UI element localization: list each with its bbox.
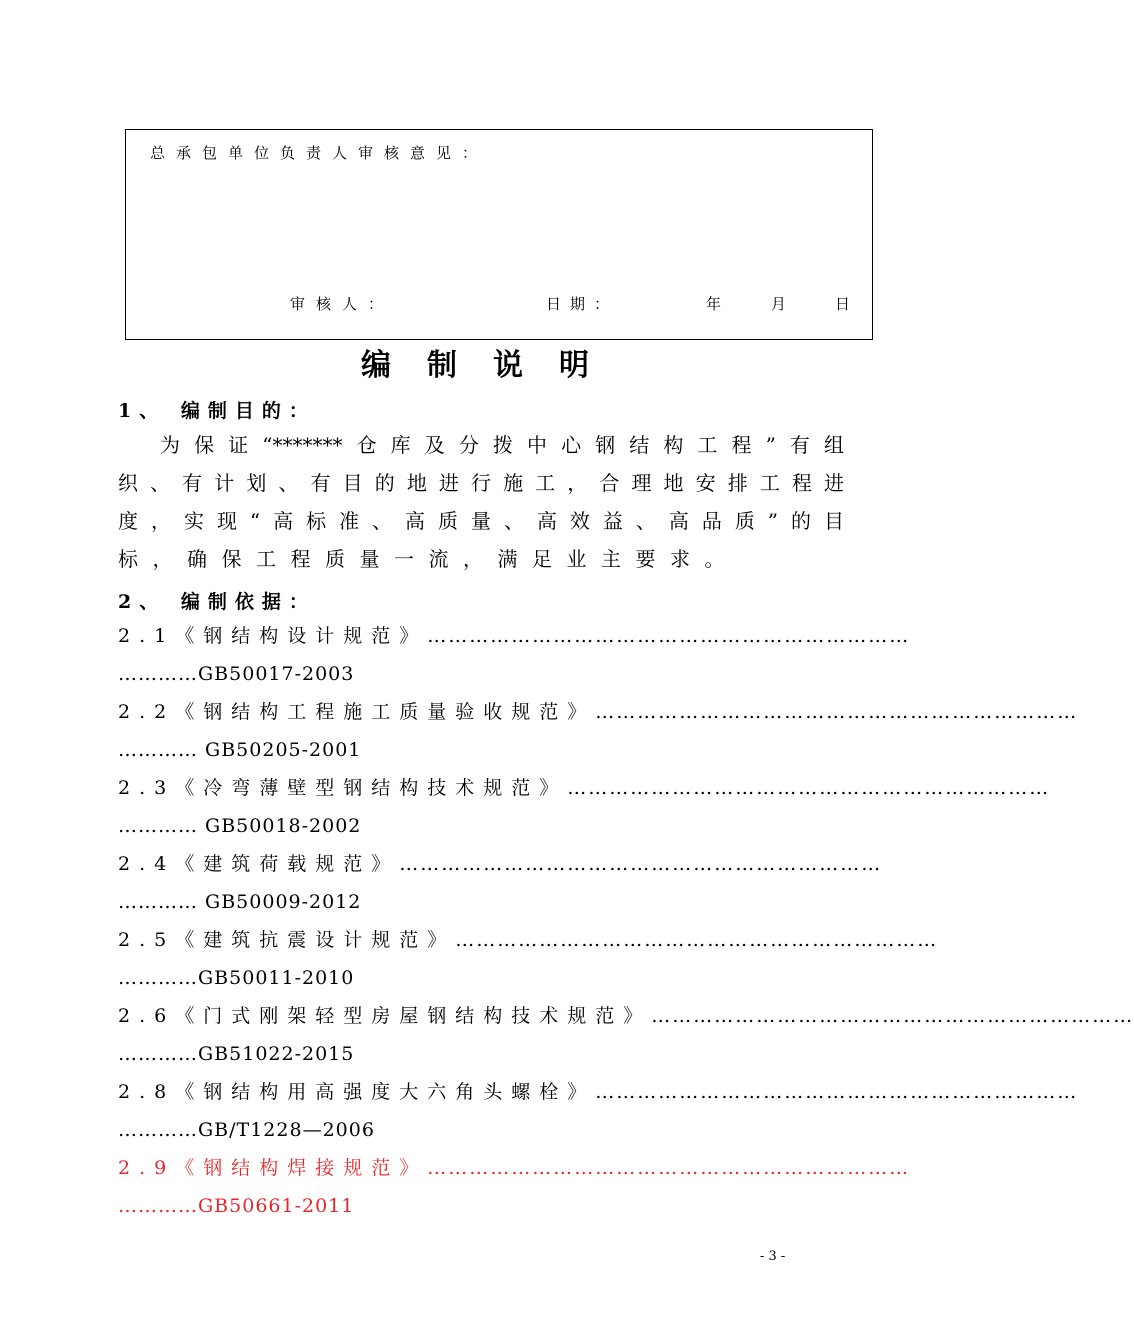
reference-title: 2.3《冷弯薄壁型钢结构技术规范》 [118,777,568,799]
section-1-heading: 1、 编制目的： [118,400,316,422]
reference-item [118,845,883,921]
reference-standard-code: …………GB50011-2010 [118,967,355,989]
reference-leader-dots: …………………………………………………………… [455,929,939,951]
day-label: 日 [835,295,851,313]
reference-title: 2.6《门式刚架轻型房屋钢结构技术规范》 [118,1005,652,1027]
reference-leader-dots: …………………………………………………………… [427,1157,911,1179]
section-1-paragraph [118,426,844,578]
reference-title: 2.9《钢结构焊接规范》 [118,1157,428,1179]
document-title: 编制说明 [361,348,625,383]
reference-item [118,693,1079,769]
reference-standard-code: …………GB50661-2011 [118,1195,355,1217]
reference-line [118,1073,1079,1111]
reference-line [118,997,1134,1035]
reference-standard-code: ………… GB50205-2001 [118,739,362,761]
paragraph-line: 织、有计划、有目的地进行施工，合理地安排工程进 [118,471,844,495]
reference-leader-dots: …………………………………………………………… [651,1005,1134,1027]
paragraph-line: 为保证“*******仓库及分拨中心钢结构工程”有组 [160,433,844,457]
section-2-heading: 2、 编制依据： [118,591,316,613]
reference-line [118,1149,911,1187]
reference-title: 2.5《建筑抗震设计规范》 [118,929,456,951]
reference-line [118,769,1051,807]
reference-leader-dots: …………………………………………………………… [595,701,1079,723]
year-label: 年 [706,295,722,313]
reviewer-label: 审核人： [290,295,395,313]
reference-leader-dots: …………………………………………………………… [567,777,1051,799]
reference-leader-dots: …………………………………………………………… [595,1081,1079,1103]
reference-leader-dots: …………………………………………………………… [399,853,883,875]
reference-line [118,845,883,883]
reference-title: 2.2《钢结构工程施工质量验收规范》 [118,701,596,723]
reference-line [118,693,1079,731]
reference-item [118,769,1051,845]
reference-item [118,1149,911,1225]
reference-item [118,997,1134,1073]
reference-line [118,921,939,959]
date-label: 日期： [546,295,619,313]
reference-item [118,921,939,997]
reference-standard-code: …………GB/T1228—2006 [118,1119,375,1141]
reference-leader-dots: …………………………………………………………… [427,625,911,647]
reference-item [118,617,911,693]
reference-line [118,617,911,655]
reference-standard-code: …………GB51022-2015 [118,1043,355,1065]
reference-item [118,1073,1079,1149]
reference-title: 2.8《钢结构用高强度大六角头螺栓》 [118,1081,596,1103]
review-opinion-box [125,129,873,340]
page-number: - 3 - [760,1249,786,1264]
reference-standard-code: ………… GB50009-2012 [118,891,362,913]
month-label: 月 [771,295,787,313]
review-opinion-label: 总承包单位负责人审核意见： [150,144,489,162]
paragraph-line: 度，实现“高标准、高质量、高效益、高品质”的目 [118,509,844,533]
paragraph-line: 标，确保工程质量一流，满足业主要求。 [118,547,739,571]
reference-standard-code: …………GB50017-2003 [118,663,355,685]
reference-standard-code: ………… GB50018-2002 [118,815,362,837]
reference-title: 2.1《钢结构设计规范》 [118,625,428,647]
reference-title: 2.4《建筑荷载规范》 [118,853,400,875]
